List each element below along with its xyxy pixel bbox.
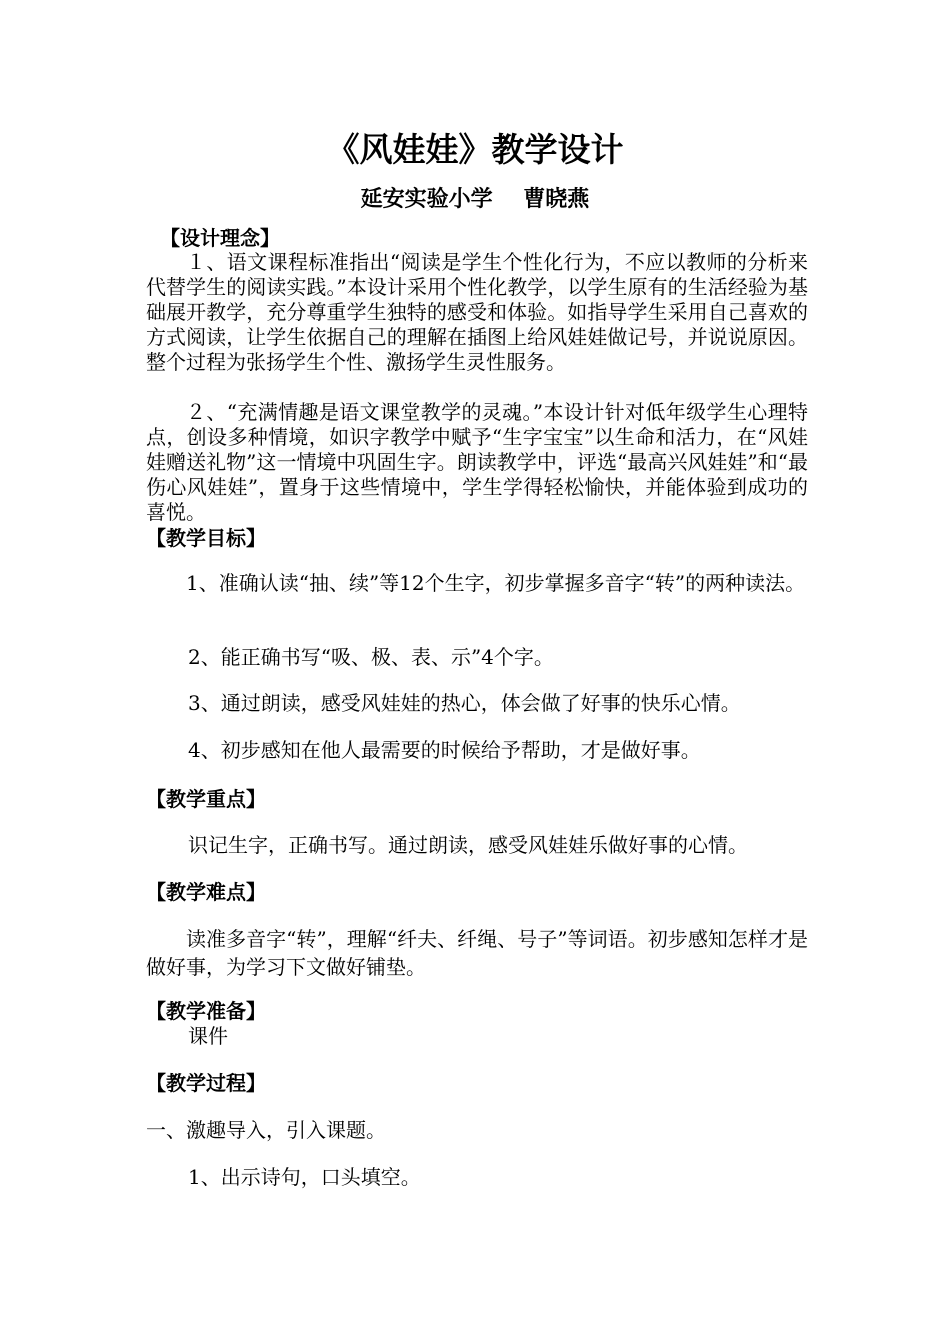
goal-item-3: 3、通过朗读，感受风娃娃的热心，体会做了好事的快乐心情。 xyxy=(188,691,741,715)
difficulties-text: 读准多音字“转”，理解“纤夫、纤绳、号子”等词语。初步感知怎样才是做好事，为学习下文做好铺垫。 xyxy=(146,927,808,979)
preparation-text: 课件 xyxy=(188,1024,228,1048)
author-line: 延安实验小学 曹晓燕 xyxy=(360,187,590,212)
process-heading: 【教学过程】 xyxy=(146,1071,266,1095)
goal-item-1: 1、准确认读“抽、续”等12个生字，初步掌握多音字“转”的两种读法。 xyxy=(186,571,806,595)
concept-paragraph-1: １、语文课程标准指出“阅读是学生个性化行为，不应以教师的分析来代替学生的阅读实践。”本设计采用个性化教学，以学生原有的生活经验为基础展开教学，充分尊重学生独特的感受和体验。如指导学生采用自己喜欢的方式阅读，让学生依据自己的理解在插图上给风娃娃做记号，并说说原因。整个过程为张扬学生个性、激扬学生灵性服务。 xyxy=(146,250,808,374)
key-points-heading: 【教学重点】 xyxy=(146,787,266,811)
goals-heading: 【教学目标】 xyxy=(146,526,266,550)
document-title: 《风娃娃》教学设计 xyxy=(326,130,624,169)
difficulties-heading: 【教学难点】 xyxy=(146,880,266,904)
goal-item-2: 2、能正确书写“吸、极、表、示”4个字。 xyxy=(188,645,554,669)
process-step-1: 一、激趣导入，引入课题。 xyxy=(146,1118,386,1142)
preparation-heading: 【教学准备】 xyxy=(146,999,266,1023)
goal-item-4: 4、初步感知在他人最需要的时候给予帮助，才是做好事。 xyxy=(188,738,701,762)
concept-heading: 【设计理念】 xyxy=(160,226,280,250)
concept-paragraph-2: ２、“充满情趣是语文课堂教学的灵魂。”本设计针对低年级学生心理特点，创设多种情境，如识字教学中赋予“生字宝宝”以生命和活力，在“风娃娃赠送礼物”这一情境中巩固生字。朗读教学中，评选“最高兴风娃娃”和“最伤心风娃娃”，置身于这些情境中，学生学得轻松愉快，并能体验到成功的喜悦。 xyxy=(146,400,808,524)
key-points-text: 识记生字，正确书写。通过朗读，感受风娃娃乐做好事的心情。 xyxy=(188,833,748,857)
process-step-1-1: 1、出示诗句，口头填空。 xyxy=(188,1165,421,1189)
